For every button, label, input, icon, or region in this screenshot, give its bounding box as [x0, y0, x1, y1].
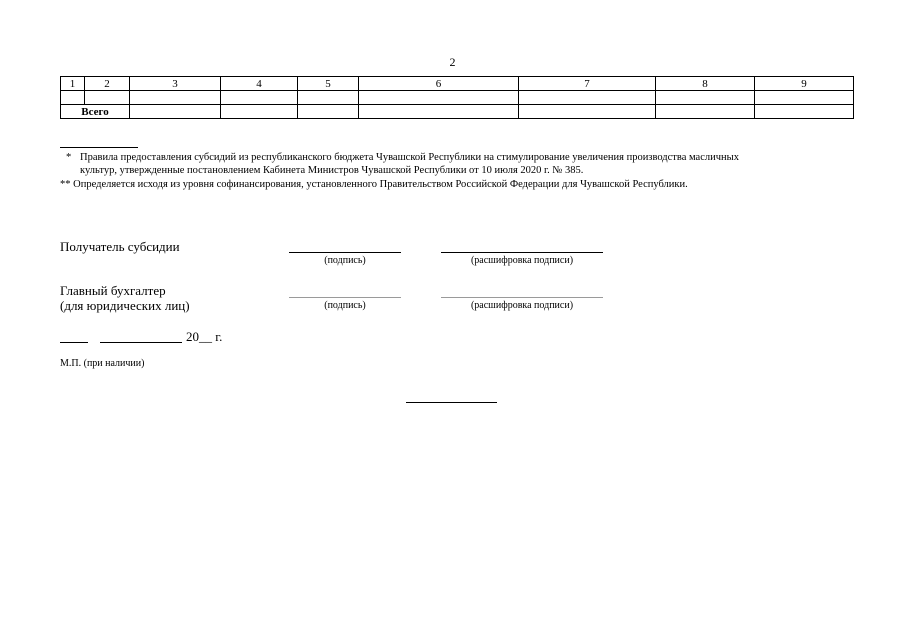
date-month-line	[100, 342, 182, 343]
footnote-1-line-2: культур, утвержденные постановлением Кабинета Министров Чувашской Республики от 10 июля 2020 г. № 385.	[80, 165, 584, 176]
page-number: 2	[449, 55, 456, 69]
table-cell	[130, 105, 221, 119]
accountant-sublabel: (для юридических лиц)	[60, 298, 190, 313]
signature-hint: (подпись)	[324, 300, 366, 311]
table-header-cell: 6	[359, 77, 519, 91]
table-cell	[85, 91, 130, 105]
data-table	[60, 76, 854, 119]
accountant-label: Главный бухгалтер	[60, 283, 166, 298]
table-cell	[298, 91, 359, 105]
table-cell	[519, 105, 656, 119]
table-header-cell: 2	[85, 77, 130, 91]
table-cell	[656, 91, 755, 105]
footnote-2: ** Определяется исходя из уровня софинансирования, установленного Правительством Российской Федерации для Чувашской Республики.	[60, 179, 688, 190]
total-label: Всего	[61, 105, 130, 119]
date-year-prefix: 20	[186, 329, 199, 344]
footnote-1-line-1: Правила предоставления субсидий из республиканского бюджета Чувашской Республики на стимулирование увеличения производства масличных	[80, 152, 739, 163]
table-cell	[221, 91, 298, 105]
table-cell	[130, 91, 221, 105]
decoding-hint: (расшифровка подписи)	[470, 300, 574, 311]
table-header-row	[61, 77, 854, 91]
footnote-1	[66, 151, 846, 164]
table-cell	[656, 105, 755, 119]
table-header-cell: 1	[61, 77, 85, 91]
decoding-hint: (расшифровка подписи)	[470, 255, 574, 266]
table-cell	[755, 105, 854, 119]
table-row	[61, 91, 854, 105]
recipient-decoding-line	[441, 252, 603, 253]
table-cell	[61, 91, 85, 105]
table-header-cell: 3	[130, 77, 221, 91]
signature-hint: (подпись)	[324, 255, 366, 266]
table-header-cell: 4	[221, 77, 298, 91]
footnote-1-mark: *	[66, 152, 72, 163]
table-cell	[359, 105, 519, 119]
table-cell	[359, 91, 519, 105]
table-cell	[755, 91, 854, 105]
accountant-decoding-line	[441, 297, 603, 298]
table-total-row	[61, 105, 854, 119]
table-header-cell: 9	[755, 77, 854, 91]
table-cell	[519, 91, 656, 105]
date-year-suffix: __ г.	[199, 329, 223, 344]
accountant-signature-line	[289, 297, 401, 298]
stamp-placeholder: М.П. (при наличии)	[60, 358, 145, 369]
footnote-separator	[60, 147, 138, 148]
table-header-cell: 5	[298, 77, 359, 91]
recipient-label: Получатель субсидии	[60, 239, 180, 254]
table-header-cell: 8	[656, 77, 755, 91]
date-day-line	[60, 342, 88, 343]
table-header-cell: 7	[519, 77, 656, 91]
table-cell	[298, 105, 359, 119]
date-year	[186, 329, 222, 345]
end-of-document-line	[406, 402, 497, 403]
recipient-signature-line	[289, 252, 401, 253]
table-cell	[221, 105, 298, 119]
